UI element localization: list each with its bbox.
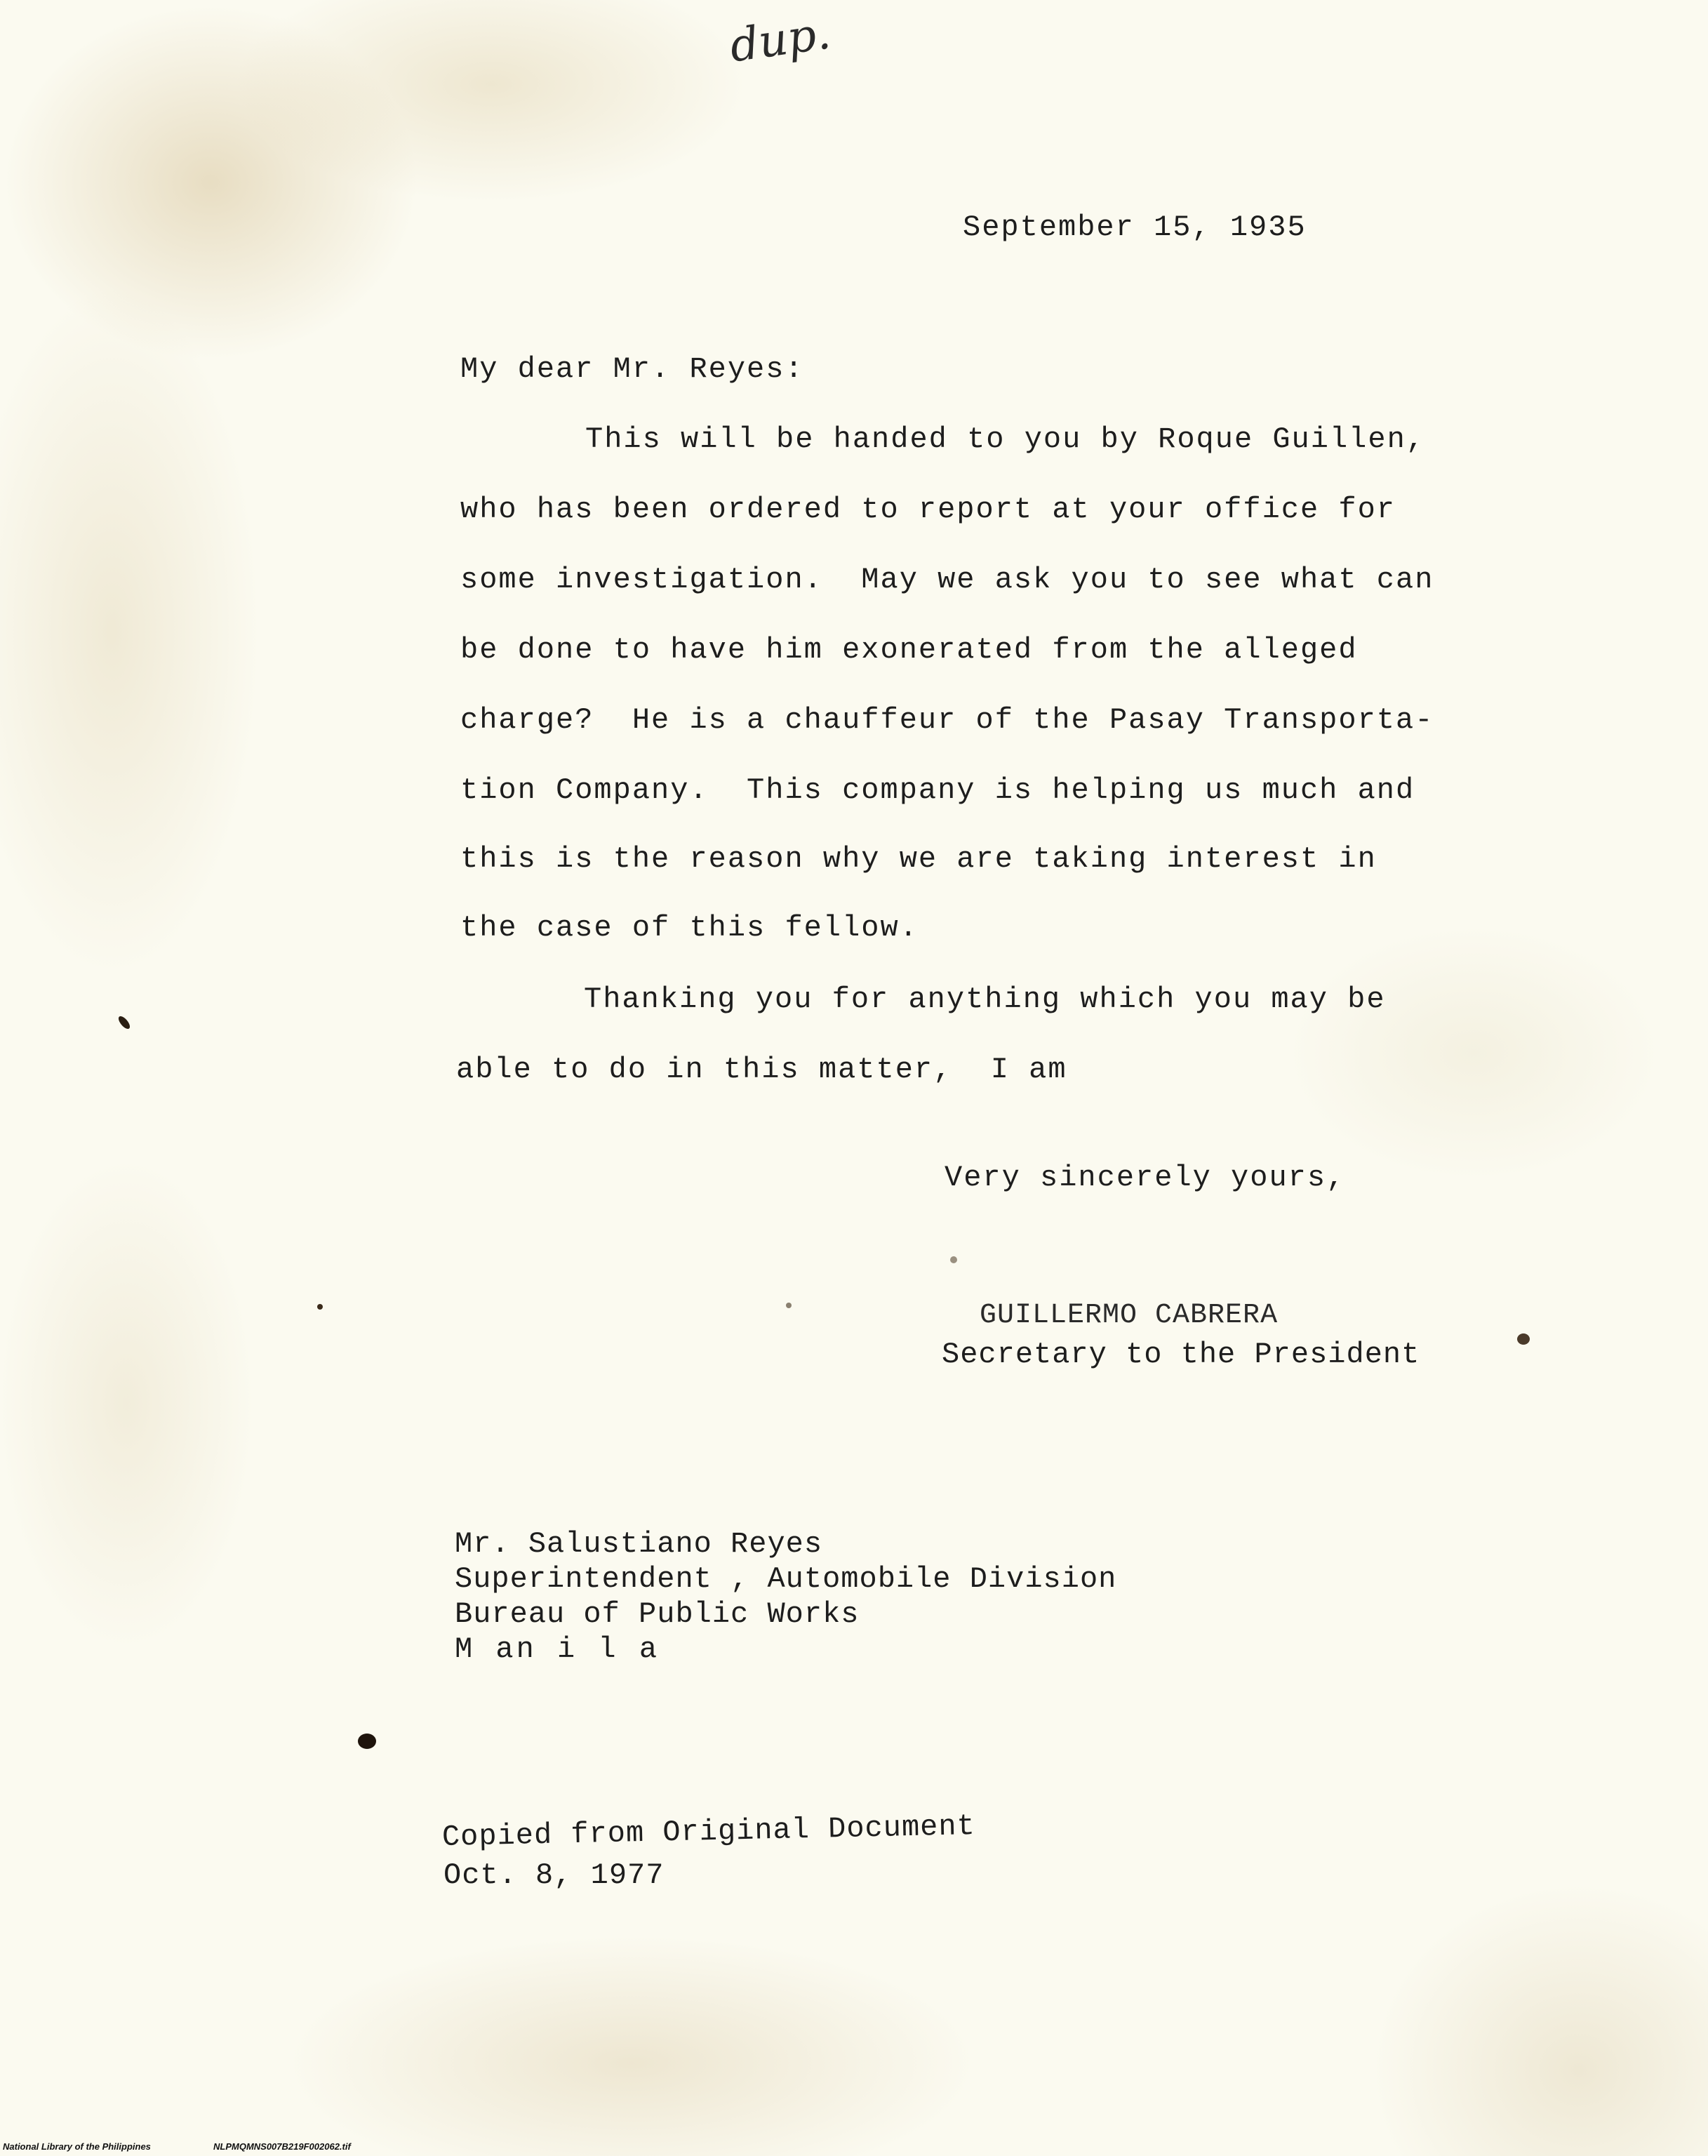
salutation: My dear Mr. Reyes: bbox=[460, 352, 804, 386]
closing: Very sincerely yours, bbox=[945, 1161, 1346, 1195]
paragraph-1-line: this is the reason why we are taking interest in bbox=[460, 842, 1377, 876]
paragraph-1-line: some investigation. May we ask you to see what can bbox=[460, 563, 1434, 597]
copy-note-line-1: Copied from Original Document bbox=[441, 1809, 976, 1854]
paragraph-1-line: be done to have him exonerated from the alleged bbox=[460, 633, 1358, 667]
signatory-title: Secretary to the President bbox=[942, 1338, 1420, 1371]
paragraph-1-line: This will be handed to you by Roque Guillen, bbox=[585, 422, 1425, 456]
paragraph-2-line: able to do in this matter, I am bbox=[456, 1053, 1067, 1086]
signatory-name: GUILLERMO CABRERA bbox=[980, 1300, 1279, 1331]
ink-speck bbox=[950, 1256, 957, 1263]
ink-speck bbox=[358, 1734, 376, 1749]
recipient-line: M an i l a bbox=[455, 1632, 660, 1666]
ink-speck bbox=[1517, 1333, 1530, 1345]
paragraph-2-line: Thanking you for anything which you may be bbox=[584, 983, 1386, 1016]
paragraph-1-line: charge? He is a chauffeur of the Pasay Transporta- bbox=[460, 703, 1434, 737]
recipient-line: Bureau of Public Works bbox=[455, 1597, 860, 1631]
letter-date: September 15, 1935 bbox=[963, 211, 1307, 244]
paragraph-1-line: the case of this fellow. bbox=[460, 911, 919, 945]
archive-file-name: NLPMQMNS007B219F002062.tif bbox=[213, 2141, 351, 2152]
archive-label: National Library of the Philippines bbox=[3, 2141, 151, 2152]
handwritten-annotation: dup. bbox=[726, 7, 834, 73]
copy-note-line-2: Oct. 8, 1977 bbox=[443, 1858, 665, 1892]
recipient-line: Superintendent , Automobile Division bbox=[455, 1562, 1117, 1596]
paragraph-1-line: who has been ordered to report at your office for bbox=[460, 493, 1396, 526]
ink-speck bbox=[786, 1303, 792, 1308]
ink-speck bbox=[317, 1304, 323, 1310]
ink-speck bbox=[116, 1014, 132, 1030]
recipient-line: Mr. Salustiano Reyes bbox=[455, 1527, 823, 1561]
paragraph-1-line: tion Company. This company is helping us much and bbox=[460, 773, 1415, 807]
